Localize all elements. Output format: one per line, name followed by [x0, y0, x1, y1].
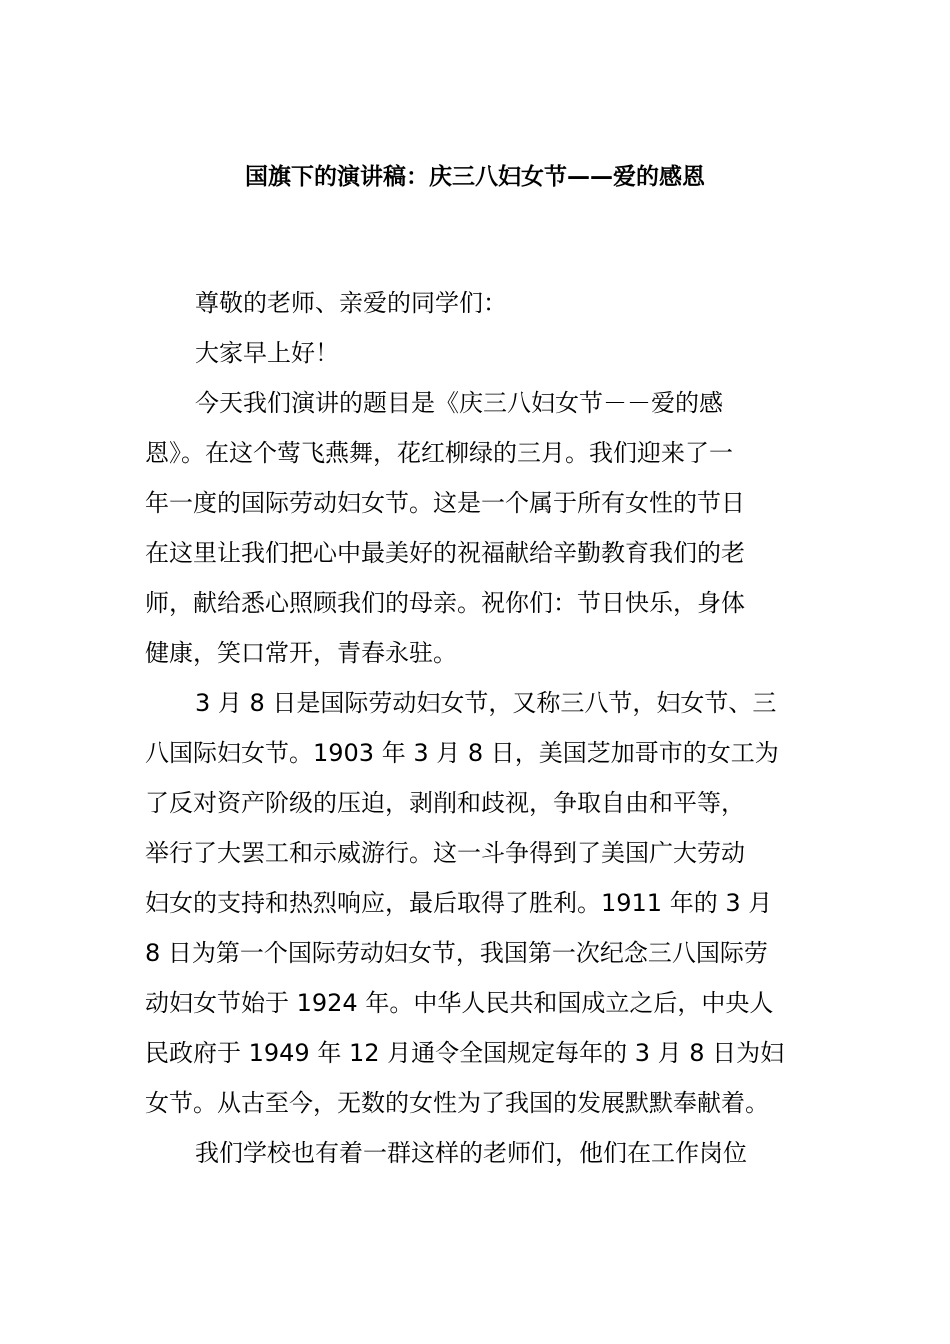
paragraph-line: 年一度的国际劳动妇女节。这是一个属于所有女性的节日 — [145, 489, 745, 517]
paragraph-line: 健康，笑口常开，青春永驻。 — [145, 639, 457, 667]
paragraph-line: 恩》。在这个莺飞燕舞，花红柳绿的三月。我们迎来了一 — [145, 439, 733, 467]
paragraph-line: 八国际妇女节。1903 年 3 月 8 日，美国芝加哥市的女工为 — [145, 739, 779, 767]
paragraph-line: 在这里让我们把心中最美好的祝福献给辛勤教育我们的老 — [145, 539, 745, 567]
paragraph-line: 尊敬的老师、亲爱的同学们： — [195, 289, 507, 317]
paragraph-line: 3 月 8 日是国际劳动妇女节，又称三八节，妇女节、三 — [195, 689, 777, 717]
paragraph-line: 8 日为第一个国际劳动妇女节，我国第一次纪念三八国际劳 — [145, 939, 768, 967]
paragraph-line: 举行了大罢工和示威游行。这一斗争得到了美国广大劳动 — [145, 839, 745, 867]
paragraph-line: 了反对资产阶级的压迫，剥削和歧视，争取自由和平等， — [145, 789, 745, 817]
document-body — [145, 280, 807, 1180]
paragraph-line: 师，献给悉心照顾我们的母亲。祝你们：节日快乐，身体 — [145, 589, 745, 617]
paragraph-line: 我们学校也有着一群这样的老师们，他们在工作岗位 — [195, 1139, 747, 1167]
paragraph-line: 女节。从古至今，无数的女性为了我国的发展默默奉献着。 — [145, 1089, 769, 1117]
document-title: 国旗下的演讲稿：庆三八妇女节——爱的感恩 — [245, 164, 705, 190]
paragraph-line: 大家早上好！ — [195, 339, 339, 367]
paragraph-line: 动妇女节始于 1924 年。中华人民共和国成立之后，中央人 — [145, 989, 774, 1017]
paragraph-line: 妇女的支持和热烈响应，最后取得了胜利。1911 年的 3 月 — [145, 889, 773, 917]
paragraph-line: 民政府于 1949 年 12 月通令全国规定每年的 3 月 8 日为妇 — [145, 1039, 785, 1067]
paragraph-line: 今天我们演讲的题目是《庆三八妇女节－－爱的感 — [195, 389, 723, 417]
